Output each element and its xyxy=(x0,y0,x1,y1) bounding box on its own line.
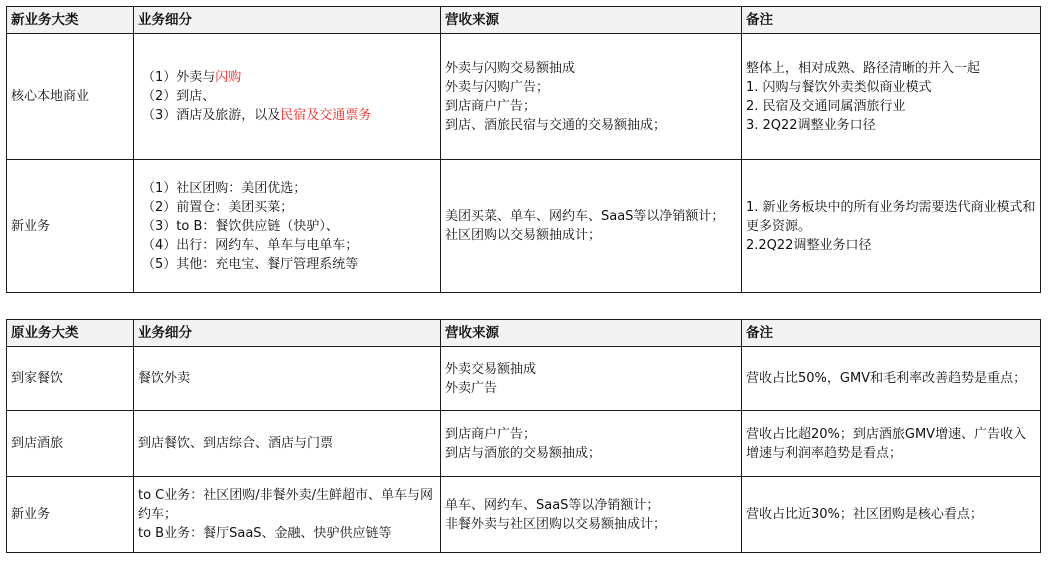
table-row xyxy=(7,347,1041,411)
column-header-category: 原业务大类 xyxy=(7,320,134,347)
category-cell: 核心本地商业 xyxy=(7,34,134,160)
notes-cell xyxy=(742,477,1041,553)
segment-line: （1）外卖与闪购 xyxy=(142,70,242,85)
new-business-table xyxy=(6,6,1041,293)
highlight-text: 民宿及交通票务 xyxy=(280,108,372,123)
revenue-line: 到店商户广告； xyxy=(445,98,537,114)
segment-line: 餐饮外卖 xyxy=(138,371,191,386)
revenue-line: 社区团购以交易额抽成计； xyxy=(445,228,602,243)
notes-line: 整体上，相对成熟、路径清晰的并入一起 xyxy=(746,60,981,76)
table-header-row xyxy=(7,320,1041,347)
table-row xyxy=(7,160,1041,293)
column-header-segments: 业务细分 xyxy=(134,7,441,34)
segments-cell xyxy=(134,34,441,160)
segment-line: （5）其他：充电宝、餐厅管理系统等 xyxy=(142,256,359,272)
column-header-category: 新业务大类 xyxy=(7,7,134,34)
notes-line: 1. 闪购与餐饮外卖类似商业模式 xyxy=(746,79,932,95)
notes-cell xyxy=(742,34,1041,160)
segment-line: （3）to B：餐饮供应链（快驴）、 xyxy=(142,218,339,234)
segments-cell xyxy=(134,160,441,293)
revenue-line: 外卖与闪购广告； xyxy=(445,79,550,95)
segment-line: （2）前置仓：美团买菜； xyxy=(142,199,294,215)
column-header-notes: 备注 xyxy=(742,320,1041,347)
notes-line: 营收占比50%，GMV和毛利率改善趋势是重点； xyxy=(746,371,1027,386)
revenue-line: 外卖交易额抽成 xyxy=(445,361,537,377)
revenue-line: 到店与酒旅的交易额抽成； xyxy=(445,445,602,461)
category-cell: 新业务 xyxy=(7,160,134,293)
segment-line: （1）社区团购：美团优选； xyxy=(142,180,307,196)
revenue-cell xyxy=(441,411,742,477)
table-row xyxy=(7,411,1041,477)
notes-cell xyxy=(742,160,1041,293)
segment-line: （4）出行：网约车、单车与电单车； xyxy=(142,237,359,253)
notes-line: 3. 2Q22调整业务口径 xyxy=(746,117,876,133)
segments-cell xyxy=(134,477,441,553)
table-row xyxy=(7,34,1041,160)
notes-cell xyxy=(742,347,1041,411)
revenue-cell xyxy=(441,34,742,160)
segment-line: to B业务：餐厅SaaS、金融、快驴供应链等 xyxy=(138,526,392,541)
column-header-notes: 备注 xyxy=(742,7,1041,34)
category-cell: 到家餐饮 xyxy=(7,347,134,411)
category-cell: 新业务 xyxy=(7,477,134,553)
segments-cell xyxy=(134,347,441,411)
revenue-cell xyxy=(441,477,742,553)
segment-line: （2）到店、 xyxy=(142,89,216,104)
category-cell: 到店酒旅 xyxy=(7,411,134,477)
table-header-row xyxy=(7,7,1041,34)
notes-line: 1. 新业务板块中的所有业务均需要迭代商业模式和更多资源。 xyxy=(746,199,1036,234)
highlight-text: 闪购 xyxy=(215,70,242,85)
revenue-line: 外卖广告 xyxy=(445,380,498,396)
column-header-revenue: 营收来源 xyxy=(441,320,742,347)
segments-cell xyxy=(134,411,441,477)
notes-line: 2. 民宿及交通同属酒旅行业 xyxy=(746,98,906,114)
revenue-line: 单车、网约车、SaaS等以净销额计； xyxy=(445,497,660,513)
revenue-line: 到店、酒旅民宿与交通的交易额抽成； xyxy=(445,117,667,133)
revenue-line: 非餐外卖与社区团购以交易额抽成计； xyxy=(445,516,667,532)
notes-line: 2.2Q22调整业务口径 xyxy=(746,237,872,253)
segment-line: （3）酒店及旅游，以及民宿及交通票务 xyxy=(142,108,372,123)
notes-cell xyxy=(742,411,1041,477)
column-header-segments: 业务细分 xyxy=(134,320,441,347)
column-header-revenue: 营收来源 xyxy=(441,7,742,34)
revenue-cell xyxy=(441,160,742,293)
table-row xyxy=(7,477,1041,553)
original-business-table xyxy=(6,319,1041,553)
segment-line: to C业务：社区团购/非餐外卖/生鲜超市、单车与网约车； xyxy=(138,488,434,522)
segment-line: 到店餐饮、到店综合、酒店与门票 xyxy=(138,436,334,451)
notes-line: 营收占比近30%；社区团购是核心看点； xyxy=(746,507,983,522)
revenue-line: 美团买菜、单车、网约车、SaaS等以净销额计； xyxy=(445,209,725,224)
notes-line: 营收占比超20%；到店酒旅GMV增速、广告收入增速与利润率趋势是看点； xyxy=(746,426,1027,461)
revenue-line: 到店商户广告； xyxy=(445,426,537,442)
revenue-line: 外卖与闪购交易额抽成 xyxy=(445,60,576,76)
revenue-cell xyxy=(441,347,742,411)
